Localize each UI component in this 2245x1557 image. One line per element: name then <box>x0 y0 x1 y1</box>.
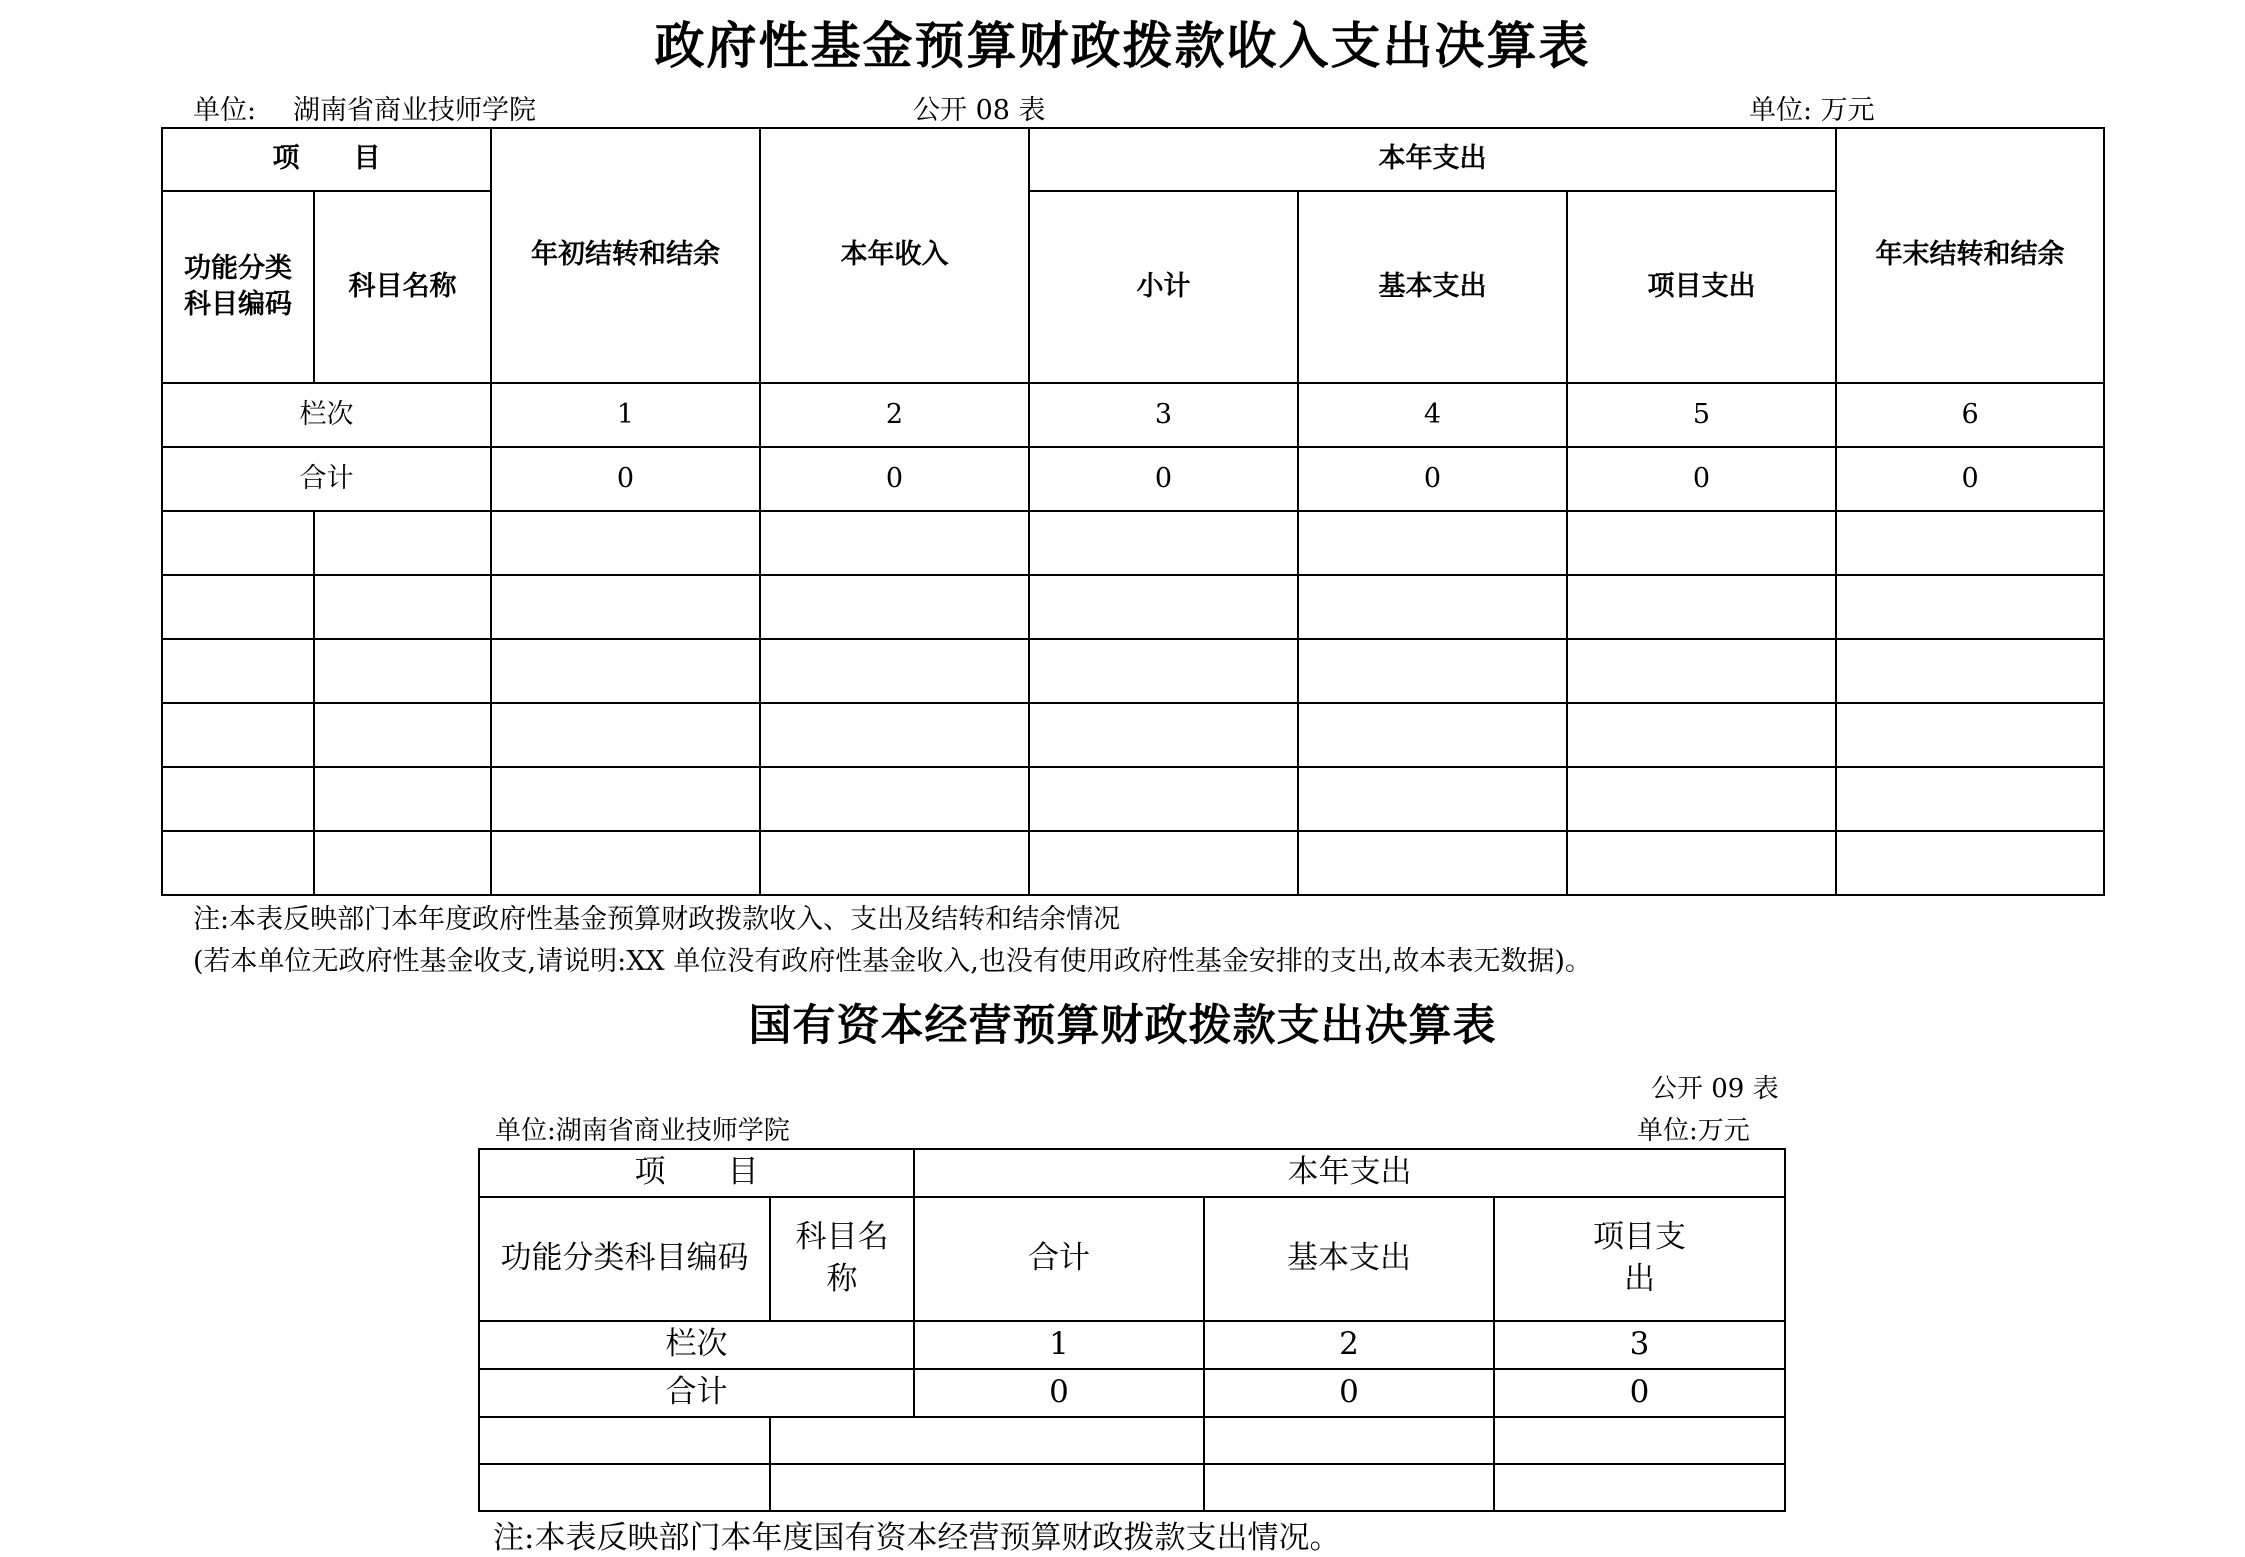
state-capital-table <box>478 1148 1786 1512</box>
column-number-label: 栏次 <box>162 383 491 447</box>
column-number: 5 <box>1567 383 1836 447</box>
t2-header-project: 项目支 出 <box>1494 1197 1785 1321</box>
t2-total-value: 0 <box>1204 1369 1494 1417</box>
table1-currency: 单位: 万元 <box>1749 95 1875 126</box>
header-project: 项目支出 <box>1567 191 1836 383</box>
header-basic: 基本支出 <box>1298 191 1567 383</box>
t2-total-value: 0 <box>914 1369 1204 1417</box>
t2-header-total: 合计 <box>914 1197 1204 1321</box>
header-income: 本年收入 <box>760 128 1029 383</box>
empty-row <box>162 575 2104 639</box>
table1-code: 公开 08 表 <box>913 95 1046 126</box>
t2-total-row <box>479 1369 1785 1417</box>
t2-empty-row <box>479 1464 1785 1511</box>
total-value: 0 <box>1567 447 1836 511</box>
empty-row <box>162 639 2104 703</box>
total-value: 0 <box>1029 447 1298 511</box>
government-fund-table <box>161 127 2105 896</box>
header-closing-balance: 年末结转和结余 <box>1836 128 2104 383</box>
table1-unit-label: 单位: <box>193 95 257 126</box>
empty-row <box>162 831 2104 895</box>
column-number: 1 <box>491 383 760 447</box>
total-label: 合计 <box>162 447 491 511</box>
header-subject-name: 科目名称 <box>314 191 491 383</box>
total-value: 0 <box>1836 447 2104 511</box>
t2-header-basic: 基本支出 <box>1204 1197 1494 1321</box>
total-value: 0 <box>1298 447 1567 511</box>
header-opening-balance: 年初结转和结余 <box>491 128 760 383</box>
table1-note-explanation: (若本单位无政府性基金收支,请说明:XX 单位没有政府性基金收入,也没有使用政府性基金安排的支出,故本表无数据)。 <box>193 946 1592 977</box>
table2-currency: 单位:万元 <box>1637 1116 1750 1146</box>
column-number: 3 <box>1029 383 1298 447</box>
t2-header-func-code: 功能分类科目编码 <box>479 1197 770 1321</box>
t2-total-label: 合计 <box>479 1369 914 1417</box>
t2-column-number: 2 <box>1204 1321 1494 1369</box>
t2-column-number: 3 <box>1494 1321 1785 1369</box>
t2-total-value: 0 <box>1494 1369 1785 1417</box>
total-row <box>162 447 2104 511</box>
column-number: 2 <box>760 383 1029 447</box>
header-func-code: 功能分类 科目编码 <box>162 191 314 383</box>
t2-header-expenditure: 本年支出 <box>914 1149 1785 1197</box>
header-subtotal: 小计 <box>1029 191 1298 383</box>
column-number: 6 <box>1836 383 2104 447</box>
header-expenditure: 本年支出 <box>1029 128 1836 191</box>
t2-column-number-row <box>479 1321 1785 1369</box>
empty-row <box>162 511 2104 575</box>
column-number: 4 <box>1298 383 1567 447</box>
empty-row <box>162 767 2104 831</box>
total-value: 0 <box>760 447 1029 511</box>
t2-column-number: 1 <box>914 1321 1204 1369</box>
table2-note: 注:本表反映部门本年度国有资本经营预算财政拨款支出情况。 <box>493 1520 1341 1556</box>
t2-header-subject-name: 科目名 称 <box>770 1197 914 1321</box>
t2-header-item: 项 目 <box>479 1149 914 1197</box>
empty-row <box>162 703 2104 767</box>
table2-code: 公开 09 表 <box>1651 1074 1779 1104</box>
t2-column-number-label: 栏次 <box>479 1321 914 1369</box>
table2-title: 国有资本经营预算财政拨款支出决算表 <box>748 1001 1497 1051</box>
table1-unit-name: 湖南省商业技师学院 <box>293 95 536 126</box>
table1-title: 政府性基金预算财政拨款收入支出决算表 <box>654 16 1591 75</box>
table2-unit: 单位:湖南省商业技师学院 <box>495 1116 790 1146</box>
column-number-row <box>162 383 2104 447</box>
header-item: 项 目 <box>162 128 491 191</box>
table1-note: 注:本表反映部门本年度政府性基金预算财政拨款收入、支出及结转和结余情况 <box>193 904 1121 935</box>
total-value: 0 <box>491 447 760 511</box>
t2-empty-row <box>479 1417 1785 1464</box>
